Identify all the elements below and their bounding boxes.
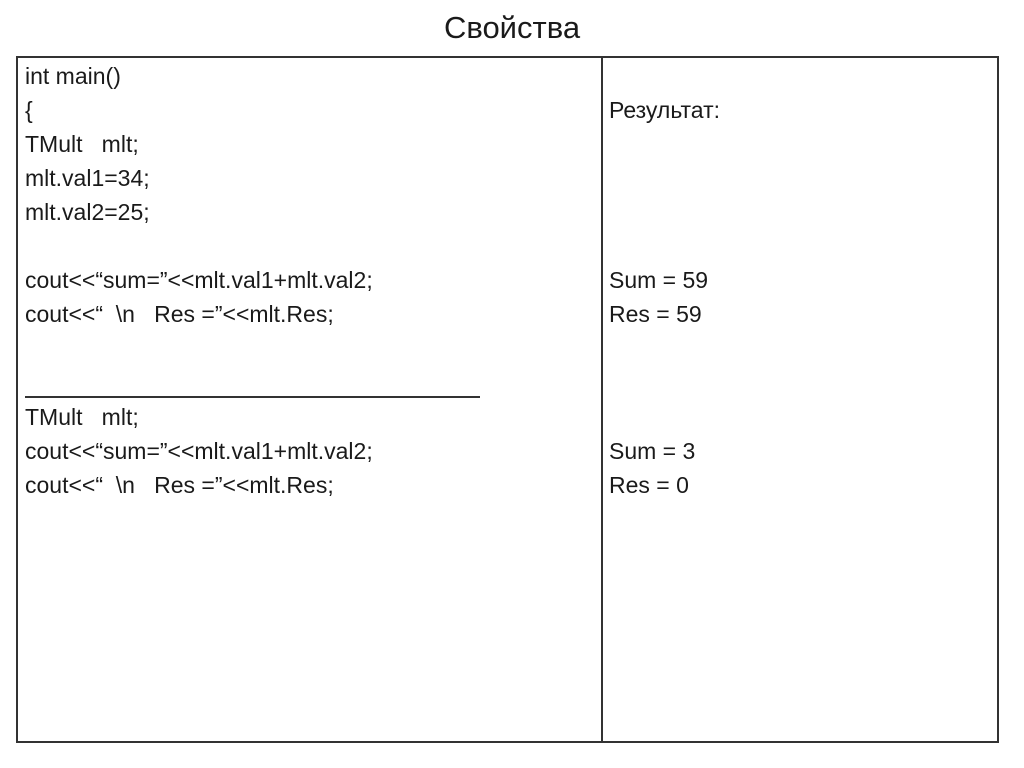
code-line: cout<<“sum=”<<mlt.val1+mlt.val2; — [25, 267, 373, 293]
code-line: cout<<“ \n Res =”<<mlt.Res; — [25, 472, 334, 498]
code-line: TMult mlt; — [25, 404, 139, 430]
result-line: Sum = 3 — [609, 438, 696, 464]
column-divider — [601, 58, 603, 741]
code-line: int main() — [25, 63, 121, 89]
code-line: TMult mlt; — [25, 131, 139, 157]
code-line: cout<<“sum=”<<mlt.val1+mlt.val2; — [25, 438, 373, 464]
result-line: Res = 0 — [609, 472, 689, 498]
code-line: cout<<“ \n Res =”<<mlt.Res; — [25, 301, 334, 327]
result-heading: Результат: — [609, 97, 720, 123]
page-title: Свойства — [443, 10, 581, 45]
code-result-table — [16, 56, 999, 743]
code-line: mlt.val2=25; — [25, 199, 150, 225]
separator-line — [25, 396, 480, 398]
result-line: Res = 59 — [609, 301, 702, 327]
code-line: mlt.val1=34; — [25, 165, 150, 191]
code-line: { — [25, 97, 33, 123]
result-line: Sum = 59 — [609, 267, 709, 293]
